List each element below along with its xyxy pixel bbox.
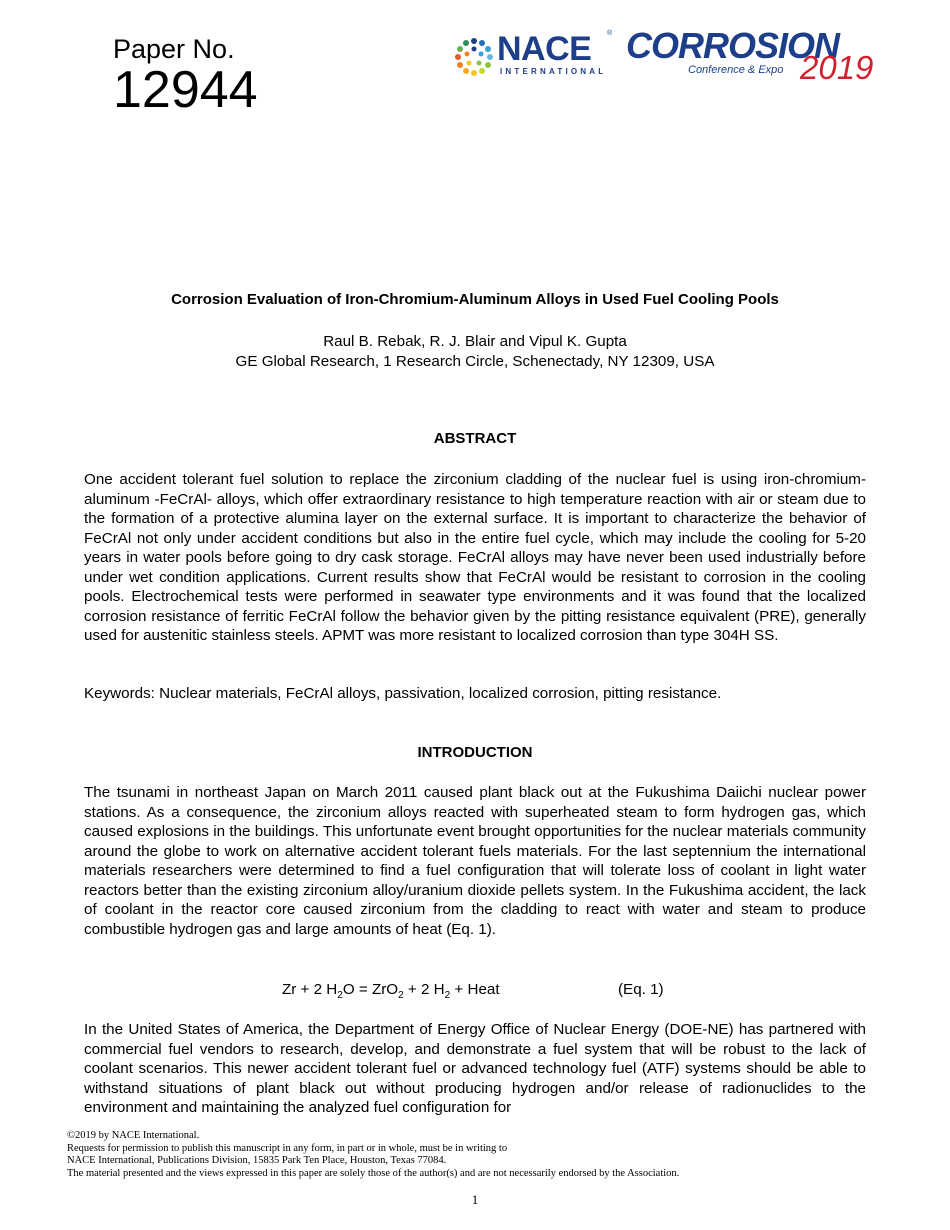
corrosion-logo-subtext: Conference & Expo — [688, 64, 784, 76]
abstract-text: One accident tolerant fuel solution to replace the zirconium cladding of the nuclear fuel is using iron-chromium-aluminum -FeCrAl- alloys, which offer extraordinary resistance to high temperature reaction with air or steam due to the formation of a protective alumina layer on the external surface. It is important to characterize the behavior of FeCrAl not only under accident conditions but also in the entire fuel cycle, which may include the cooling for 5-20 years in water pools before going to dry cask storage. FeCrAl alloys may have never been used industrially before under wet condition applications. Current results show that FeCrAl would be resistant to corrosion in the cooling pools. Electrochemical tests were performed in seawater type environments and it was found that the localized corrosion resistance of ferritic FeCrAl follow the behavior given by the pitting resistance equivalent (PRE), generally used for austenitic stainless steels. APMT was more resistant to localized corrosion than type 304H SS. — [84, 471, 866, 644]
introduction-heading: INTRODUCTION — [417, 744, 533, 761]
corrosion-logo-text: CORROSION — [626, 25, 840, 66]
equation-1: Zr + 2 $H_2O = ZrO_2 + 2$ $H_2$ + Heat (Eq. 1) — [282, 981, 664, 1002]
author-block — [0, 332, 950, 371]
nace-registered-mark: ® — [607, 30, 613, 37]
footer-line: ©2019 by NACE International. — [67, 1130, 200, 1141]
keywords: Keywords: Nuclear materials, FeCrAl alloys, passivation, localized corrosion, pitting resistance. — [84, 685, 722, 702]
authors: Raul B. Rebak, R. J. Blair and Vipul K. Gupta — [323, 333, 627, 350]
corrosion-logo-year: 2019 — [800, 49, 874, 86]
introduction-paragraph-1: The tsunami in northeast Japan on March 2011 caused plant black out at the Fukushima Daiichi nuclear power stations. As a consequence, the zirconium alloys reacted with superheated steam to form hydrogen gas, which caused explosions in the buildings. This unfortunate event brought opportunities for the nuclear materials community around the globe to work on alternative accident tolerant fuels materials. For the last septennium the international materials researchers were determined to find a fuel configuration that will tolerate loss of coolant in light water reactors better than the existing zirconium alloy/uranium dioxide pellets system. In the Fukushima accident, the lack of coolant in the reactor core caused zirconium from the cladding to react with water and steam to produce combustible hydrogen gas and large amounts of heat (Eq. 1). — [84, 784, 866, 938]
nace-logo-text: NACE — [497, 30, 592, 68]
equation-number: (Eq. 1) — [618, 981, 664, 998]
paper-number: 12944 — [113, 61, 258, 119]
affiliation: GE Global Research, 1 Research Circle, Schenectady, NY 12309, USA — [235, 352, 715, 370]
footer-line: Requests for permission to publish this manuscript in any form, in part or in whole, must be in writing to — [67, 1142, 508, 1154]
footer-line: The material presented and the views expressed in this paper are solely those of the author(s) and are not necessarily endorsed by the Association. — [67, 1167, 680, 1179]
introduction-paragraph-2: In the United States of America, the Department of Energy Office of Nuclear Energy (DOE-NE) has partnered with commercial fuel vendors to research, develop, and demonstrate a fuel system that will be robust to the lack of coolant scenarios. This newer accident tolerant fuel or advanced technology fuel (ATF) systems should be able to withstand situations of plant black out without producing hydrogen and/or release of radionuclides to the environment and maintaining the analyzed fuel configuration for — [84, 1021, 866, 1116]
paper-number-block — [113, 34, 258, 118]
copyright-footer — [67, 1130, 679, 1180]
footer-line: NACE International, Publications Division, 15835 Park Ten Place, Houston, Texas 77084. — [67, 1155, 447, 1166]
paper-title: Corrosion Evaluation of Iron-Chromium-Aluminum Alloys in Used Fuel Cooling Pools — [171, 291, 779, 308]
paper-number-label: Paper No. — [113, 34, 235, 64]
abstract-heading: ABSTRACT — [433, 430, 517, 447]
nace-logo-subtext: INTERNATIONAL — [500, 67, 607, 76]
page-number: 1 — [471, 1192, 479, 1207]
